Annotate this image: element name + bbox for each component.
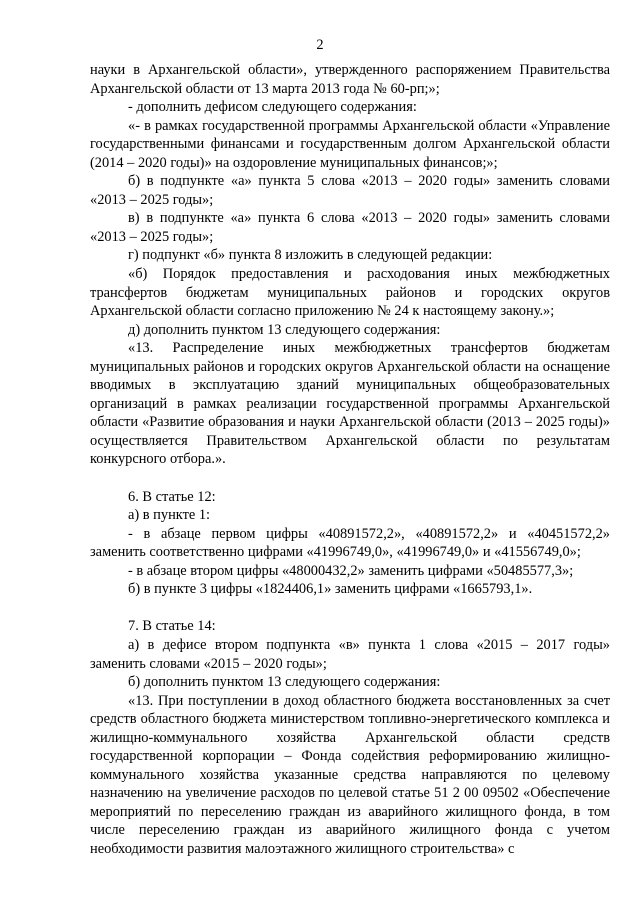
paragraph: а) в пункте 1: — [128, 507, 211, 524]
paragraph: б) в подпункте «а» пункта 5 слова «2013 – 2020 годы» заменить словами «2013 – 2025 годы»; — [90, 173, 610, 208]
paragraph: б) в пункте 3 цифры «1824406,1» заменить цифрами «1665793,1». — [128, 581, 533, 598]
section-heading: 6. В статье 12: — [128, 488, 216, 505]
paragraph: «13. При поступлении в доход областного бюджета восстановленных за счет средств областного бюджета министерством топливно-энергетического комплекса и жилищно-коммунального хозяйства Архангельской области средств государственной корпорации – Фонда содействия реформированию жилищно-коммунального хозяйства указанные средства направляются по целевому назначению на увеличение расходов по целевой статье 51 2 00 09502 «Обеспечение мероприятий по переселению граждан из аварийного жилищного фонда, в том числе переселению граждан из аварийного жилищного фонда с учетом необходимости развития малоэтажного жилищного строительства» с — [90, 692, 610, 857]
section-heading: 7. В статье 14: — [128, 618, 216, 635]
paragraph: «б) Порядок предоставления и расходования иных межбюджетных трансфертов бюджетам муниципальных районов и городских округов Архангельской области согласно приложению № 24 к настоящему закону.»; — [90, 266, 610, 320]
paragraph: б) дополнить пунктом 13 следующего содержания: — [128, 674, 441, 691]
paragraph: г) подпункт «б» пункта 8 изложить в следующей редакции: — [128, 247, 493, 264]
page-number: 2 — [316, 37, 324, 53]
paragraph: в) в подпункте «а» пункта 6 слова «2013 – 2020 годы» заменить словами «2013 – 2025 годы»; — [90, 210, 610, 245]
paragraph: науки в Архангельской области», утвержденного распоряжением Правительства Архангельской области от 13 марта 2013 года № 60-рп;»; — [90, 62, 610, 97]
document-body — [90, 61, 610, 859]
paragraph: д) дополнить пунктом 13 следующего содержания: — [128, 321, 441, 338]
paragraph: «13. Распределение иных межбюджетных трансфертов бюджетам муниципальных районов и городских округов Архангельской области на оснащение вводимых в эксплуатацию зданий муниципальных общеобразовательных организаций в рамках реализации государственной программы Архангельской области «Развитие образования и науки Архангельской области (2013 – 2025 годы)» осуществляется Правительством Архангельской области по результатам конкурсного отбора.». — [90, 340, 610, 468]
paragraph: а) в дефисе втором подпункта «в» пункта 1 слова «2015 – 2017 годы» заменить словами «2015 – 2020 годы»; — [90, 636, 610, 672]
paragraph: «- в рамках государственной программы Архангельской области «Управление государственными финансами и государственным долгом Архангельской области (2014 – 2020 годы)» на оздоровление муниципальных финансов;»; — [90, 117, 610, 171]
paragraph: - в абзаце первом цифры «40891572,2», «40891572,2» и «40451572,2» заменить соответственно цифрами «41996749,0», «41996749,0» и «41556749,0»; — [90, 525, 610, 561]
paragraph: - дополнить дефисом следующего содержания: — [128, 99, 417, 116]
paragraph: - в абзаце втором цифры «48000432,2» заменить цифрами «50485577,3»; — [128, 562, 574, 579]
